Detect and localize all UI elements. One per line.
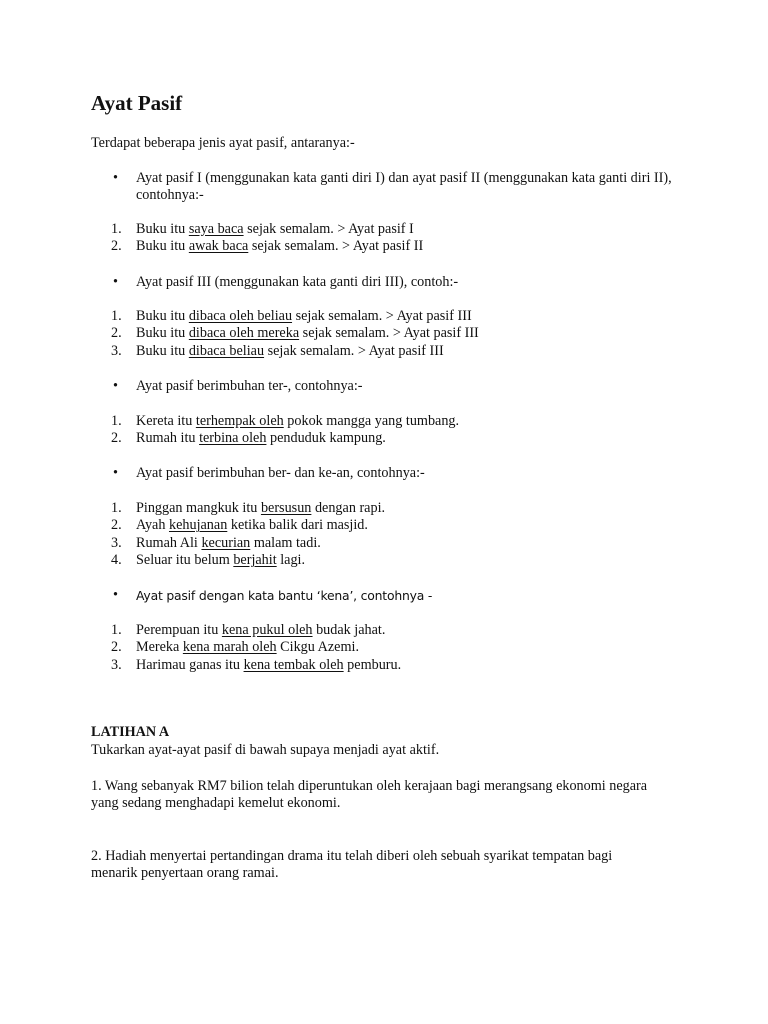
exercise-question: 2. Hadiah menyertai pertandingan drama itu telah diberi oleh sebuah syarikat tempatan bagi menarik penyertaan orang ramai. xyxy=(91,848,613,882)
example-list xyxy=(91,500,691,570)
bullet-icon: • xyxy=(113,274,118,290)
bullet-point xyxy=(91,170,691,205)
bullet-text: Ayat pasif berimbuhan ter-, contohnya:- xyxy=(136,378,363,394)
bullet-text: Ayat pasif I (menggunakan kata ganti diri I) dan ayat pasif II (menggunakan kata ganti diri II), contohnya:- xyxy=(136,170,672,204)
list-item: 3. Harimau ganas itu kena tembak oleh pemburu. xyxy=(111,656,402,673)
bullet-point xyxy=(91,465,691,482)
underlined-phrase: terbina oleh xyxy=(199,430,267,447)
underlined-phrase: dibaca beliau xyxy=(188,342,265,359)
exercise-question: 1. Wang sebanyak RM7 bilion telah diperuntukan oleh kerajaan bagi merangsang ekonomi negara yang sedang menghadapi kemelut ekonomi. xyxy=(91,778,648,812)
bullet-text: Ayat pasif III (menggunakan kata ganti diri III), contoh:- xyxy=(136,274,459,290)
underlined-phrase: kena tembak oleh xyxy=(243,656,344,673)
list-item: 2. Buku itu awak baca sejak semalam. > Ayat pasif II xyxy=(111,238,424,255)
underlined-phrase: kehujanan xyxy=(168,517,228,534)
underlined-phrase: dibaca oleh mereka xyxy=(188,325,300,342)
bullet-icon: • xyxy=(113,465,118,481)
list-item: 1. Pinggan mangkuk itu bersusun dengan rapi. xyxy=(111,500,386,516)
bullet-text: Ayat pasif dengan kata bantu ‘kena’, contohnya - xyxy=(136,588,433,603)
bullet-text: Ayat pasif berimbuhan ber- dan ke-an, contohnya:- xyxy=(136,465,425,481)
bullet-icon: • xyxy=(113,170,118,186)
list-item: 1. Buku itu saya baca sejak semalam. > Ayat pasif I xyxy=(111,221,414,237)
bullet-point xyxy=(91,587,691,604)
list-item: 2. Buku itu dibaca oleh mereka sejak semalam. > Ayat pasif III xyxy=(111,325,479,342)
list-item: 2. Mereka kena marah oleh Cikgu Azemi. xyxy=(111,639,359,656)
bullet-icon: • xyxy=(113,378,118,394)
bullet-point xyxy=(91,378,691,395)
underlined-phrase: kena marah oleh xyxy=(182,639,277,656)
page-title: Ayat Pasif xyxy=(91,91,183,115)
example-list xyxy=(91,413,691,448)
example-list xyxy=(91,622,691,674)
underlined-phrase: dibaca oleh beliau xyxy=(188,308,293,324)
underlined-phrase: kecurian xyxy=(201,534,251,551)
underlined-phrase: saya baca xyxy=(188,221,244,237)
bullet-point xyxy=(91,274,691,291)
example-list xyxy=(91,221,691,256)
example-list xyxy=(91,308,691,360)
underlined-phrase: terhempak oleh xyxy=(195,413,284,429)
underlined-phrase: berjahit xyxy=(233,552,277,569)
underlined-phrase: kena pukul oleh xyxy=(221,622,313,638)
list-item: 1. Buku itu dibaca oleh beliau sejak semalam. > Ayat pasif III xyxy=(111,308,472,324)
underlined-phrase: bersusun xyxy=(260,500,312,516)
list-item: 4. Seluar itu belum berjahit lagi. xyxy=(111,552,306,569)
intro-text: Terdapat beberapa jenis ayat pasif, antaranya:- xyxy=(91,135,355,151)
list-item: 3. Buku itu dibaca beliau sejak semalam. > Ayat pasif III xyxy=(111,342,444,359)
exercise-heading: LATIHAN A xyxy=(91,724,170,740)
list-item: 1. Perempuan itu kena pukul oleh budak jahat. xyxy=(111,622,386,638)
exercise-instruction: Tukarkan ayat-ayat pasif di bawah supaya menjadi ayat aktif. xyxy=(91,742,440,758)
underlined-phrase: awak baca xyxy=(188,238,249,255)
list-item: 2. Rumah itu terbina oleh penduduk kampung. xyxy=(111,430,386,447)
list-item: 2. Ayah kehujanan ketika balik dari masjid. xyxy=(111,517,368,534)
list-item: 1. Kereta itu terhempak oleh pokok mangga yang tumbang. xyxy=(111,413,460,429)
list-item: 3. Rumah Ali kecurian malam tadi. xyxy=(111,534,321,551)
bullet-icon: • xyxy=(113,587,118,603)
